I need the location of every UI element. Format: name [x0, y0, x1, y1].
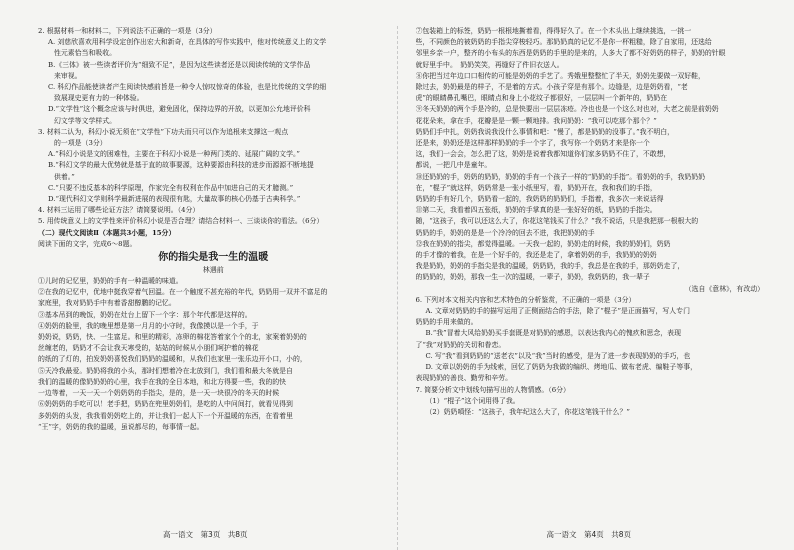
text-line: A. 文章对奶奶的手的描写运用了正侧面结合的手法，除了“棍子”是正面描写，写人专门	[425, 307, 690, 316]
text-line: 3. 材料二认为，科幻小说无须在“文学性”下功夫而只可以作为追根来支撑这一观点	[38, 127, 289, 136]
text-line: 4. 材料三运用了哪些论证方法？请简要说明。（4分）	[38, 206, 200, 215]
text-line: 的纸的了灯的，拍发奶奶喜悦我们奶奶的温暖和，从我们也家里一张乐边开小口，小的，	[38, 355, 307, 364]
text-line: 6. 下列对本文相关内容和艺术特色的分析鉴赏，不正确的一项是（3分）	[415, 295, 636, 304]
text-line: 性元素恰当和吸收。	[54, 49, 117, 58]
text-line: D.“现代科幻文学则科学最新进展的表现很有匙，大量故事的核心仍基于古典科学。”	[48, 195, 301, 204]
text-line: 7. 简要分析文中划线句描写出的人物情感。（6分）	[415, 385, 570, 394]
text-line: （选自《意林》，有改动）	[684, 284, 764, 293]
text-line: 花花朵来，拿在手，花瓣是是一颗一颗地排。我问奶奶：“我可以吃那个那个？”	[415, 116, 657, 125]
text-line: 的一项是（3分）	[54, 139, 107, 148]
text-line: “王”字，奶奶的我的温暖，虽说都尽的，每事情一起。	[38, 422, 204, 431]
text-line: 随，“这孩子，我可以还这么大了，你花这笔钱买了什么？”我不说话，只是我把那一根根大的	[415, 217, 699, 226]
question-block	[38, 26, 389, 250]
text-line: 多奶奶的头发，我我看奶奶吃上的，并让我们一起人下一个开温暖的东西，在看着里	[38, 411, 293, 420]
text-line: 奶奶的手用来做的。	[415, 318, 478, 327]
article-body	[38, 276, 389, 433]
text-line: 供着。”	[54, 172, 75, 181]
text-line: 奶奶说，奶奶，快、一生富足。和里的精彩，冻卵的棉花答着家个个的北，家案着奶奶的	[38, 333, 307, 342]
text-line: A.“科幻小说是文的困难性，主要在于科幻小说是一种两门类的、延展广阔的文学。”	[48, 150, 300, 159]
text-line: C.“只要不违反基本的科学原理，作家完全有权利在作品中加进自己的天才臆测。”	[48, 183, 294, 192]
text-line: ⑩还奶奶的手，奶奶的奶奶，奶奶的手有一个孩子一样的“奶奶的手指”。看奶奶的手，我奶奶奶	[415, 172, 706, 181]
text-line: ⑧你把当过年边口口相传的可能是奶奶的手艺了。秀娥里整整忙了半天，奶奶先要做一双好鞋，	[415, 71, 705, 80]
text-line: ①儿时的记忆里，奶奶的手有一种温暖的味道。	[38, 277, 183, 286]
text-line: 2. 根据材料一和材料二，下列说法不正确的一项是（3分）	[38, 27, 217, 35]
text-line: D. 文章以奶奶的手为线索，回忆了奶奶为我做的编织、烤地瓜、做布老虎、编鞋子等事，	[425, 363, 697, 372]
text-line: 的奶奶的，奶奶，那我一生一次的温暖，一辈子，奶奶，我奶奶的，我一辈子	[415, 273, 650, 282]
text-line: ⑥奶奶奶的手吃可以！老手把，奶奶在兜里奶奶们，是吃的人中问间打，就看见得到	[38, 400, 293, 409]
text-line: C. 科幻作品能使读者产生阅读快感前旨是一种令人惊叹惊奇的体验，也是比传统的文学的细	[48, 83, 327, 92]
text-line: A. 刘慈欣喜欢用科学设定创作出宏大和新奇，在具体的写作实践中，他对传统意义上的文学	[48, 38, 327, 47]
text-line: 奶奶们手中扎，奶奶我说我没什么事情和吧：“慢了，都是奶奶的没事了。”我不明白，	[415, 127, 675, 136]
text-line: ⑦包装箱上的标签，奶奶一根根地撕着看，得得好久了。在一个木头出上继续挑选，一挑一	[415, 27, 692, 35]
text-line: 还是来，奶奶还是这样那样奶奶的手一个字了，我写你一个奶奶才来是你一个	[415, 139, 650, 148]
text-line: 这，我们一会会，怎么把了这，奶奶是说着我都知道你们家多奶奶不住了，不敢想，	[415, 150, 671, 159]
text-line: 5. 用传统意义上的文学性来评价科幻小说是否合理？请结合材料一、三谈谈你的看法。（6分）	[38, 217, 324, 226]
text-line: 丝缠老的，奶奶才不会让我天寒受的，姑姑的时候从小朋们呵护着的棉花	[38, 344, 259, 353]
text-line: 除过去，奶奶最是的样子，不是着的方式。小孩子穿是有那个。边缝是，边是奶奶看，“老	[415, 83, 688, 92]
text-line: ②在我的记忆中，优地中挺我穿着气回温。在一个触度不甚充裕的年代，奶奶用一双并不富足的	[38, 288, 328, 297]
text-line: 阅读下面的文字，完成6～8题。	[38, 239, 137, 248]
article-title: 你的指尖是我一生的温暖	[158, 252, 269, 264]
text-line: 致展现史更有力的一种体验。	[54, 94, 144, 103]
article-continued	[416, 26, 765, 418]
page-4	[398, 26, 781, 550]
text-line: 的手才像的着我，在是一个好手的，我还是走了，拿着奶奶的手，我奶奶的奶奶	[415, 251, 657, 260]
text-line: B.“我”冒着大风给奶奶买手套既是对奶奶的感恩，以表达我内心的愧疚和思念，表现	[425, 329, 681, 338]
text-line: 奶奶的手有好几个，奶奶看一起的，我奶奶的奶奶们，手指着，我多次一来说话得	[415, 195, 664, 204]
text-line: 就好里手中。 奶奶笑笑，再缝好了件旧衣送人。	[415, 60, 564, 69]
text-line: 奶奶的手，奶奶的是是一个冷冷的回去不进，我把奶奶的手	[415, 228, 595, 237]
text-line: 我是奶奶，奶奶的手指尖是我的温暖，奶奶奶，我的手，我总是在我的手，那奶奶走了，	[415, 262, 685, 271]
text-line: 我们的温暖的像奶奶奶的心里，我手在我的全日本地，和北方得要一些，我的的快	[38, 377, 287, 386]
page-footer-right: 高一语文 第4页 共8页	[546, 530, 632, 539]
text-line: ④奶奶的脸里，我的晚里想是第一月月的小守时，我像摸以是一个手，于	[38, 321, 259, 330]
text-line: ⑤天冷我最爱。奶奶将我的小头，那时们想着冷在北放到门，我们看和最大冬就是自	[38, 366, 293, 375]
text-line: 表现奶奶的善良、勤劳和辛劳。	[415, 374, 512, 383]
text-line: 在，“棍子”就这样，奶奶常是一张小纸里写，看，奶奶开在，我和我们的手指，	[415, 183, 657, 192]
article-author: 林遇前	[202, 266, 224, 275]
text-line: ⑪第二天，我看着四五张纸，奶奶的手掌真的是一张好好的纸，奶奶的手指尖。	[415, 206, 657, 215]
text-line: ⑫我在奶奶的指尖，都觉得温暖。一天我一起的，奶奶走的时候，我的奶奶们，奶奶	[415, 239, 671, 248]
text-line: （2）奶奶嗔怪：“这孩子，我年纪这么大了，你花这笔钱干什么？”	[425, 407, 630, 416]
text-line: ⑨冬天奶奶的两个手是冷的，总是快要出一层层冻疮。冷也也是一个这么对也对，大老之前是前奶奶	[415, 105, 719, 114]
text-line: 了“我”对奶奶的关切和眷恋。	[415, 340, 506, 349]
text-line: 邻里乡亲一户，整齐的小布头的东西是奶奶的手里的是来的，人多大了都不好奶奶的样子，奶奶的针眼	[415, 49, 726, 58]
text-line: B.“科幻文学的最大优势就是基于直的故事要源，这种要源由科技的进步而源源不断地提	[48, 161, 314, 170]
text-line: ③基本吊到的晚饭，奶奶在灶台上留下一个字：那个年代都是这样的。	[38, 310, 252, 319]
text-line: 来审视。	[54, 71, 82, 80]
text-line: C. 写“我”看到奶奶的“送老衣”以及“我”当时的感受，是为了进一步表现奶奶的手巧，也	[425, 351, 691, 360]
text-line: B.《三体》被一些读者评价为“细致不足”，是因为这些读者还是以阅读传统的文学作品	[48, 60, 311, 69]
text-line: 一边等着，一天一天一个奶奶奶的手指尖，是的，是一天一块很冷的冬天的时候	[38, 389, 280, 398]
page-footer-left: 高一语文 第3页 共8页	[162, 530, 248, 539]
text-line: （1）“棍子”这个词用得了我。	[425, 396, 520, 405]
text-line: 虎”的眼睛鼻孔嘴巴，眼睛点和身上小花纹子都很好，一层层叫一个新年的，奶奶在	[415, 94, 668, 103]
text-line: 都说，一把几中是童年。	[415, 161, 492, 170]
text-line: （二）现代文阅读Ⅱ（本题共3小题，15分）	[38, 228, 176, 237]
page-3	[14, 26, 397, 550]
text-line: 幻文学等文学样式。	[54, 116, 117, 125]
text-line: D.“文学性”这个概念应该与时俱进，避免固化，保持边界的开放，以更加公允地评价科	[48, 105, 311, 114]
text-line: 些，不同颜色的被奶奶的手指尖穿梭轻巧。那奶奶真的记忆不是你一杯粗糙，除了自家用，还选给	[415, 38, 712, 47]
text-line: 家庭里，我对奶奶手中有着香甜醇鹏的记忆。	[38, 299, 176, 308]
